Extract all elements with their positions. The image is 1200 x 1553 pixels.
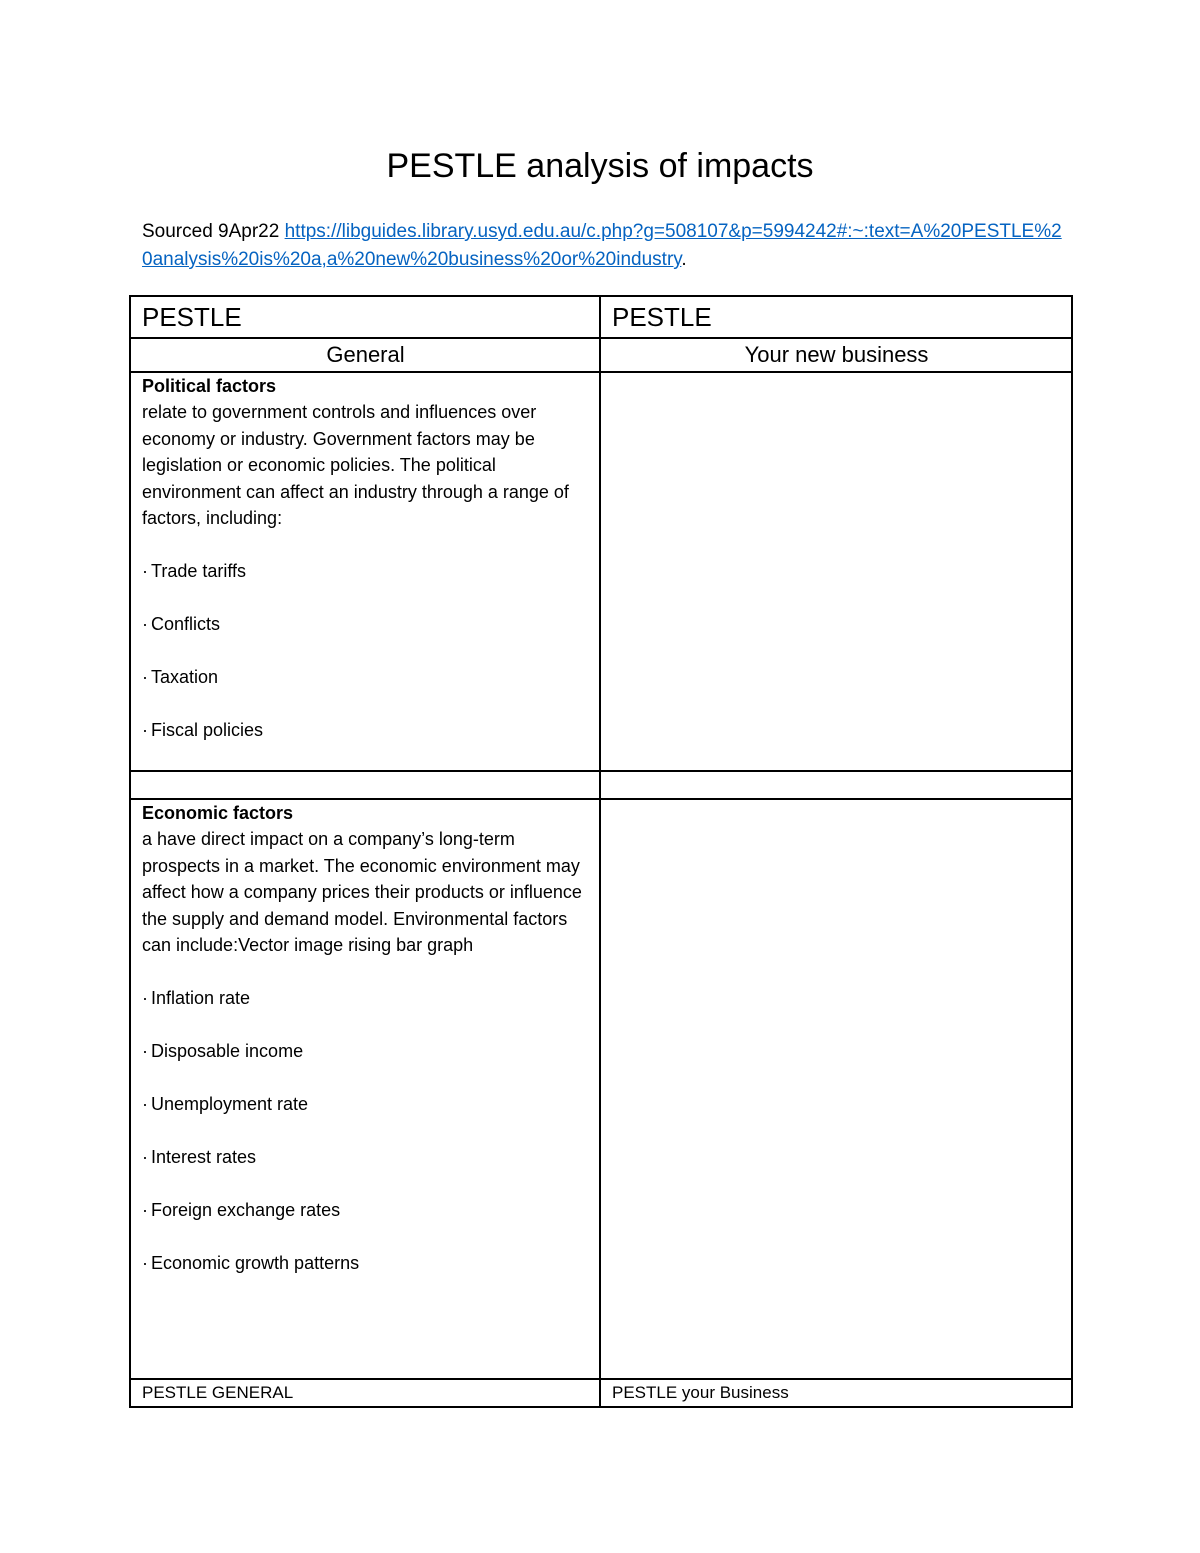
bullet-mark: · — [142, 666, 148, 687]
list-item — [142, 717, 589, 743]
political-item-trade-tariffs: Trade tariffs — [151, 560, 247, 581]
political-item-conflicts: Conflicts — [151, 613, 221, 634]
bullet-mark: · — [142, 1252, 148, 1273]
economic-description: a have direct impact on a company’s long-term prospects in a market. The economic environment may affect how a company prices their products or influence the supply and demand model. Environmental factors can include:Vector image rising bar graph — [142, 828, 582, 956]
page-title: PESTLE analysis of impacts — [386, 147, 814, 185]
economic-row — [130, 799, 1072, 1379]
bullet-mark: · — [142, 1093, 148, 1114]
list-item — [142, 1038, 589, 1064]
economic-item-inflation-rate: Inflation rate — [151, 987, 251, 1008]
subheader-general: General — [130, 338, 600, 372]
list-item — [142, 1197, 589, 1223]
source-link[interactable]: https://libguides.library.usyd.edu.au/c.php?g=508107&p=5994242#:~:text=A%20PESTLE%20analysis%20is%20a,a%20new%20business%20or%20industry — [142, 221, 1062, 270]
bullet-mark: · — [142, 987, 148, 1008]
economic-item-interest-rates: Interest rates — [151, 1146, 257, 1167]
table-footer-row — [130, 1379, 1072, 1407]
list-item — [142, 558, 589, 584]
table-header-row — [130, 296, 1072, 338]
pestle-table — [129, 295, 1073, 1408]
list-item — [142, 985, 589, 1011]
table-subheader-row — [130, 338, 1072, 372]
bullet-mark: · — [142, 1146, 148, 1167]
bullet-mark: · — [142, 719, 148, 740]
political-item-fiscal-policies: Fiscal policies — [151, 719, 264, 740]
economic-item-unemployment-rate: Unemployment rate — [151, 1093, 309, 1114]
economic-item-foreign-exchange-rates: Foreign exchange rates — [151, 1199, 341, 1220]
political-business-cell[interactable] — [600, 372, 1072, 771]
footer-cell-general: PESTLE GENERAL — [130, 1379, 600, 1407]
bullet-mark: · — [142, 613, 148, 634]
economic-factor-list — [142, 985, 589, 1276]
list-item — [142, 1144, 589, 1170]
list-item — [142, 1091, 589, 1117]
spacer-cell-right[interactable] — [600, 771, 1072, 799]
political-title: Political factors — [142, 376, 277, 396]
list-item — [142, 611, 589, 637]
bullet-mark: · — [142, 1199, 148, 1220]
bullet-mark: · — [142, 560, 148, 581]
economic-item-disposable-income: Disposable income — [151, 1040, 304, 1061]
spacer-cell-left — [130, 771, 600, 799]
list-item — [142, 664, 589, 690]
political-description: relate to government controls and influences over economy or industry. Government factors may be legislation or economic policies. The political environment can affect an industry through a range of factors, including: — [142, 402, 569, 529]
subheader-your-business: Your new business — [600, 338, 1072, 372]
source-suffix: . — [681, 249, 687, 270]
header-cell-left: PESTLE — [130, 296, 600, 338]
economic-title: Economic factors — [142, 802, 294, 823]
footer-cell-your-business: PESTLE your Business — [600, 1379, 1072, 1407]
source-line — [142, 218, 1072, 274]
economic-business-cell[interactable] — [600, 799, 1072, 1379]
political-factor-list — [142, 558, 589, 743]
political-row — [130, 372, 1072, 771]
source-prefix: Sourced 9Apr22 — [142, 221, 285, 242]
bullet-mark: · — [142, 1040, 148, 1061]
economic-item-economic-growth-patterns: Economic growth patterns — [151, 1252, 360, 1273]
political-item-taxation: Taxation — [151, 666, 219, 687]
economic-general-cell — [130, 799, 600, 1379]
header-cell-right: PESTLE — [600, 296, 1072, 338]
spacer-row — [130, 771, 1072, 799]
political-general-cell — [130, 372, 600, 771]
list-item — [142, 1250, 589, 1276]
